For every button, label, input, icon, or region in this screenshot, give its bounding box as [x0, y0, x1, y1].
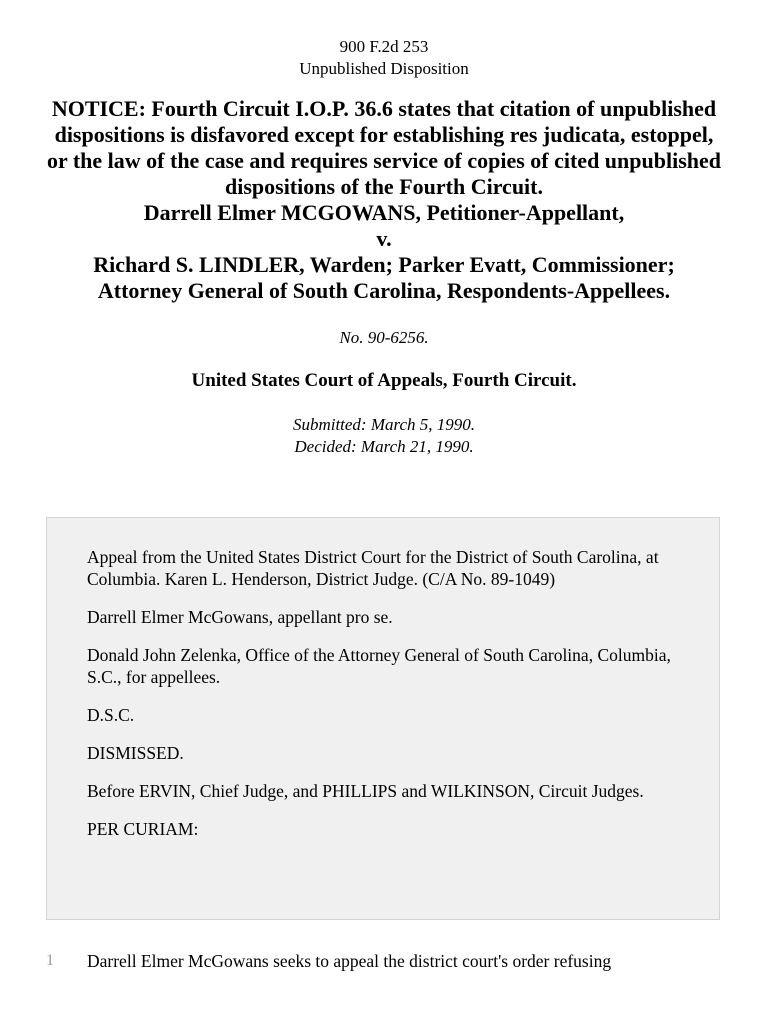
case-dates	[0, 414, 768, 458]
notice-text: NOTICE: Fourth Circuit I.O.P. 36.6 states that citation of unpublished dispositions is disfavored except for establishing res judicata, estoppel, or the law of the case and requires service of copies of cited unpublished dispositions of the Fourth Circuit.	[46, 96, 722, 199]
versus-label: v.	[376, 226, 392, 251]
case-info-box	[46, 517, 720, 920]
petitioner-name: Darrell Elmer MCGOWANS, Petitioner-Appellant,	[143, 200, 625, 225]
respondents-line-2: Attorney General of South Carolina, Respondents-Appellees.	[97, 278, 671, 303]
submitted-date: Submitted: March 5, 1990.	[292, 415, 476, 434]
appellee-counsel: Donald John Zelenka, Office of the Attorney General of South Carolina, Columbia, S.C., for appellees.	[87, 645, 671, 687]
paragraph-text: Darrell Elmer McGowans seeks to appeal the district court's order refusing	[87, 951, 612, 971]
paragraph-number: 1	[46, 952, 54, 969]
decided-date: Decided: March 21, 1990.	[294, 437, 474, 456]
case-citation: 900 F.2d 253	[339, 37, 429, 56]
disposition-label: Unpublished Disposition	[299, 59, 469, 78]
outcome-label: DISMISSED.	[87, 743, 184, 763]
per-curiam-label: PER CURIAM:	[87, 819, 199, 839]
case-parties	[44, 200, 724, 304]
respondents-line-1: Richard S. LINDLER, Warden; Parker Evatt, Commissioner;	[93, 252, 675, 277]
district-label: D.S.C.	[87, 705, 135, 725]
docket-number: No. 90-6256.	[339, 328, 429, 347]
panel-judges: Before ERVIN, Chief Judge, and PHILLIPS and WILKINSON, Circuit Judges.	[87, 781, 644, 801]
court-name: United States Court of Appeals, Fourth Circuit.	[191, 370, 577, 391]
appellant-counsel: Darrell Elmer McGowans, appellant pro se.	[87, 607, 393, 627]
document-header	[0, 0, 768, 80]
appeal-from-text: Appeal from the United States District Court for the District of South Carolina, at Columbia. Karen L. Henderson, District Judge. (C/A No. 89-1049)	[87, 547, 659, 589]
